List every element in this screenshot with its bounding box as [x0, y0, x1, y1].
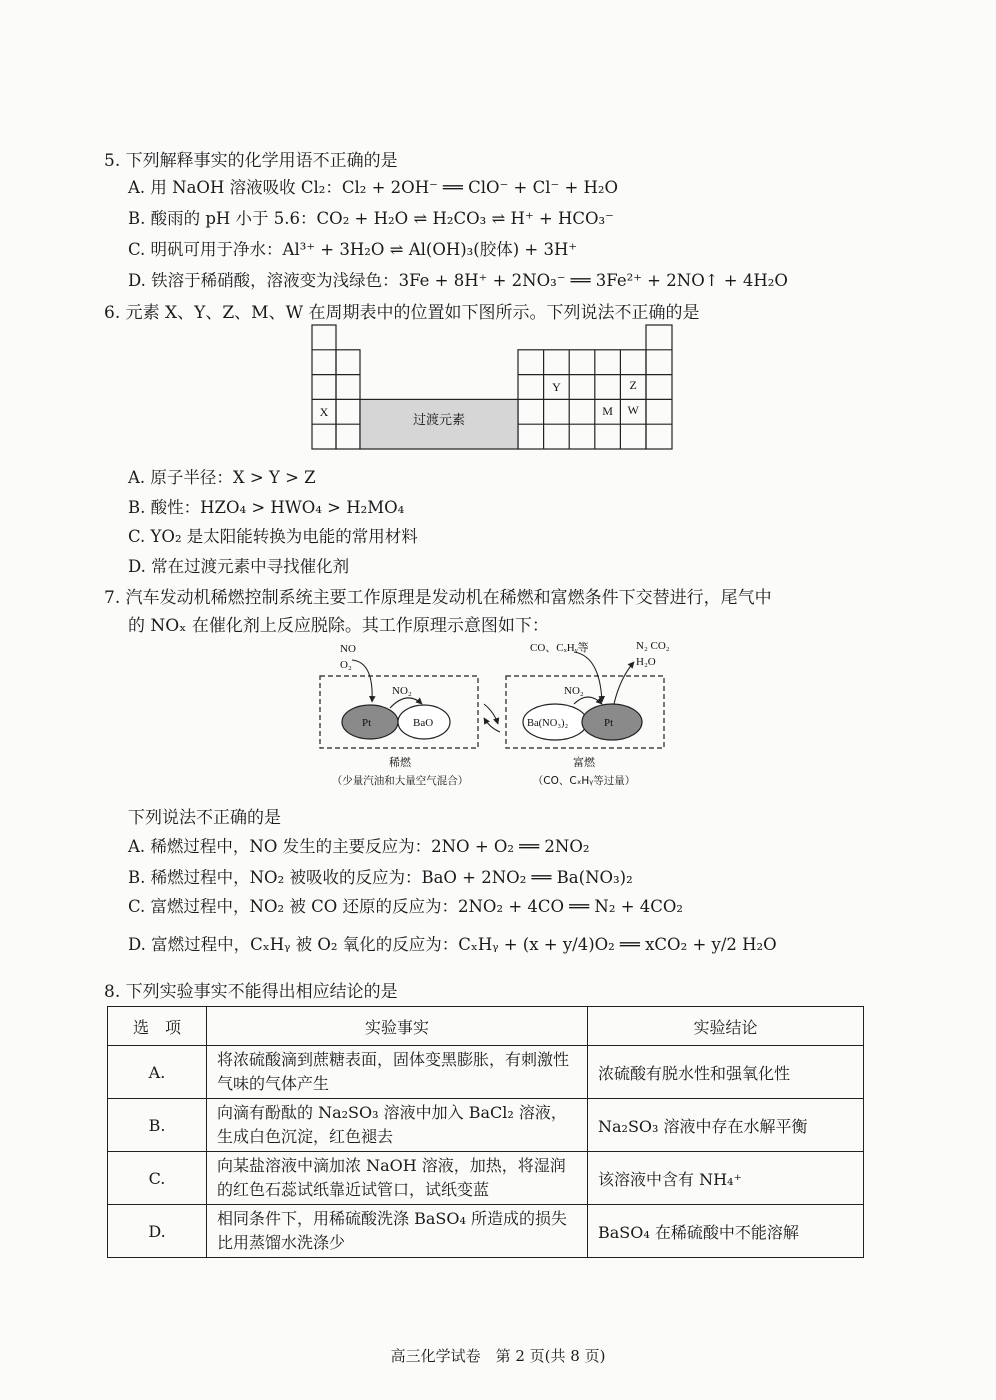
- element-y: Y: [552, 380, 561, 394]
- q7-stem-line1: 7. 汽车发动机稀燃控制系统主要工作原理是发动机在稀燃和富燃条件下交替进行，尾气中: [104, 588, 772, 608]
- row-fact: 向滴有酚酞的 Na₂SO₃ 溶液中加入 BaCl₂ 溶液，生成白色沉淀，红色褪去: [207, 1099, 588, 1152]
- label-pt-right: Pt: [604, 717, 614, 729]
- q6-option-b: B. 酸性：HZO₄ > HWO₄ > H₂MO₄: [128, 498, 405, 517]
- q8-stem: 8. 下列实验事实不能得出相应结论的是: [104, 982, 398, 1002]
- q5-stem: 5. 下列解释事实的化学用语不正确的是: [104, 151, 398, 171]
- page-footer: 高三化学试卷 第 2 页(共 8 页): [390, 1347, 606, 1365]
- row-conclusion: Na₂SO₃ 溶液中存在水解平衡: [588, 1099, 864, 1152]
- q7-option-a: A. 稀燃过程中，NO 发生的主要反应为：2NO + O₂ ══ 2NO₂: [128, 837, 590, 856]
- row-option: B.: [108, 1099, 207, 1152]
- header-conclusion: 实验结论: [588, 1007, 864, 1046]
- rich-title: 富燃: [573, 756, 595, 769]
- label-bao: BaO: [413, 717, 434, 729]
- transition-label: 过渡元素: [412, 412, 466, 427]
- table-row: [108, 1046, 864, 1099]
- element-x: X: [319, 405, 329, 419]
- q7-option-b: B. 稀燃过程中，NO₂ 被吸收的反应为：BaO + 2NO₂ ══ Ba(NO₃)₂: [128, 868, 633, 887]
- element-w: W: [627, 403, 639, 417]
- label-no2-right: NO₂: [564, 685, 584, 697]
- label-h2o: H₂O: [636, 656, 656, 668]
- label-no2-left: NO₂: [392, 685, 412, 697]
- table-row: [108, 1152, 864, 1205]
- q7-question: 下列说法不正确的是: [128, 808, 281, 828]
- nox-catalyst-diagram: [312, 638, 692, 788]
- label-no: NO: [340, 643, 356, 655]
- q5-option-a: A. 用 NaOH 溶液吸收 Cl₂：Cl₂ + 2OH⁻ ══ ClO⁻ + Cl⁻ + H₂O: [128, 178, 619, 197]
- rich-note: （CO、CₓHᵧ等过量）: [532, 775, 636, 787]
- row-option: A.: [108, 1046, 207, 1099]
- element-m: M: [602, 404, 613, 418]
- label-pt-left: Pt: [362, 717, 372, 729]
- row-conclusion: 该溶液中含有 NH₄⁺: [588, 1152, 864, 1205]
- label-co-cxhy: CO、CₓHᵧ等: [530, 642, 589, 654]
- q5-option-c: C. 明矾可用于净水：Al³⁺ + 3H₂O ⇌ Al(OH)₃(胶体) + 3H⁺: [128, 240, 578, 259]
- q7-option-c: C. 富燃过程中，NO₂ 被 CO 还原的反应为：2NO₂ + 4CO ══ N₂ + 4CO₂: [128, 897, 684, 916]
- row-fact: 相同条件下，用稀硫酸洗涤 BaSO₄ 所造成的损失比用蒸馏水洗涤少: [207, 1205, 588, 1258]
- label-n2-co2: N₂ CO₂: [636, 640, 670, 652]
- label-o2: O₂: [340, 659, 352, 671]
- table-row: [108, 1099, 864, 1152]
- table-row: [108, 1205, 864, 1258]
- experiment-table: [107, 1006, 864, 1258]
- periodic-table-sketch: [310, 323, 678, 451]
- element-z: Z: [629, 378, 637, 392]
- q6-stem: 6. 元素 X、Y、Z、M、W 在周期表中的位置如下图所示。下列说法不正确的是: [104, 303, 700, 323]
- q5-option-b: B. 酸雨的 pH 小于 5.6：CO₂ + H₂O ⇌ H₂CO₃ ⇌ H⁺ + HCO₃⁻: [128, 209, 614, 228]
- row-option: D.: [108, 1205, 207, 1258]
- q5-option-d: D. 铁溶于稀硝酸，溶液变为浅绿色：3Fe + 8H⁺ + 2NO₃⁻ ══ 3Fe²⁺ + 2NO↑ + 4H₂O: [128, 271, 788, 290]
- q6-option-d: D. 常在过渡元素中寻找催化剂: [128, 557, 350, 576]
- q6-option-a: A. 原子半径：X > Y > Z: [128, 468, 316, 487]
- row-option: C.: [108, 1152, 207, 1205]
- row-fact: 将浓硫酸滴到蔗糖表面，固体变黑膨胀，有刺激性气味的气体产生: [207, 1046, 588, 1099]
- q6-option-c: C. YO₂ 是太阳能转换为电能的常用材料: [128, 527, 418, 546]
- row-conclusion: 浓硫酸有脱水性和强氧化性: [588, 1046, 864, 1099]
- q7-option-d: D. 富燃过程中，CₓHᵧ 被 O₂ 氧化的反应为：CₓHᵧ + (x + y/4)O₂ ══ xCO₂ + y/2 H₂O: [128, 935, 777, 954]
- header-fact: 实验事实: [207, 1007, 588, 1046]
- label-ba-no3: Ba(NO₃)₂: [527, 718, 569, 729]
- lean-title: 稀燃: [389, 756, 411, 769]
- q7-stem-line2: 的 NOₓ 在催化剂上反应脱除。其工作原理示意图如下：: [128, 616, 549, 636]
- row-conclusion: BaSO₄ 在稀硫酸中不能溶解: [588, 1205, 864, 1258]
- row-fact: 向某盐溶液中滴加浓 NaOH 溶液，加热，将湿润的红色石蕊试纸靠近试管口，试纸变蓝: [207, 1152, 588, 1205]
- lean-note: （少量汽油和大量空气混合）: [331, 775, 469, 787]
- header-option: 选 项: [108, 1007, 207, 1046]
